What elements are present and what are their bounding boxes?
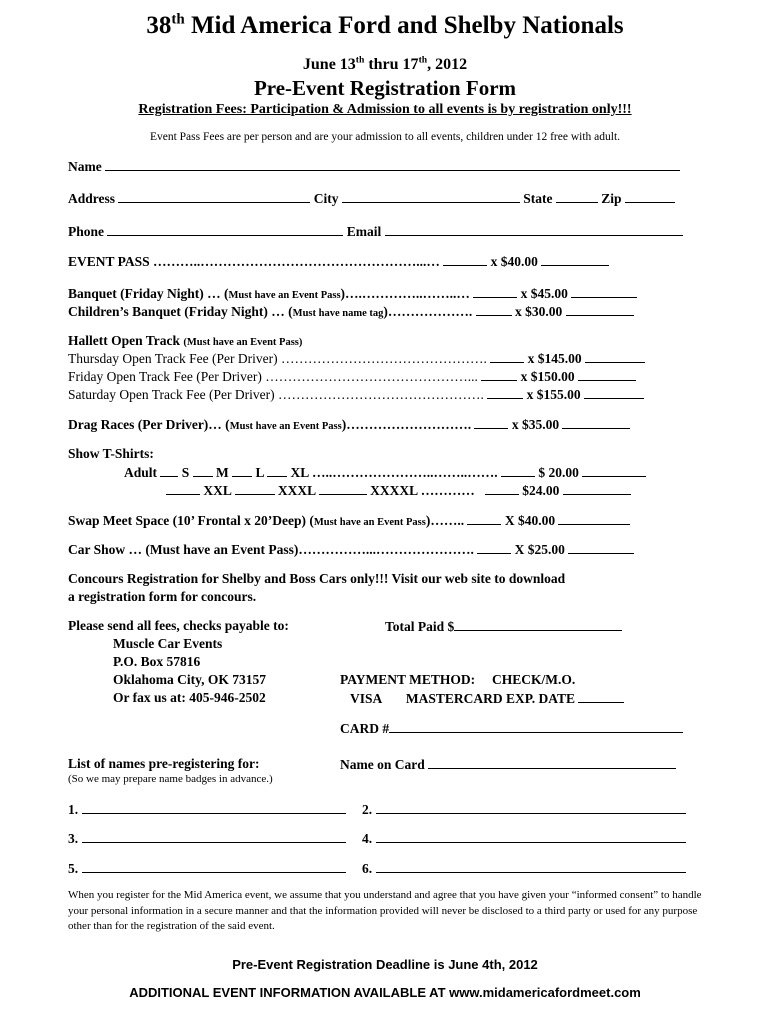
state-label: State — [523, 191, 553, 206]
company-name: Muscle Car Events — [113, 636, 223, 651]
attendee-6-row: 6. — [362, 860, 686, 877]
attendee-2-row: 2. — [362, 801, 686, 818]
attendee-5-field[interactable] — [82, 860, 346, 873]
card-number-row: CARD # — [340, 720, 683, 737]
friday-track-row: Friday Open Track Fee (Per Driver) ………………………………………... x $150.00 — [68, 368, 636, 385]
attendee-4-field[interactable] — [376, 830, 686, 843]
child-banquet-qty[interactable] — [476, 303, 512, 316]
drag-total[interactable] — [562, 416, 630, 429]
email-field[interactable] — [385, 223, 683, 236]
saturday-track-row: Saturday Open Track Fee (Per Driver) ………………………………………. x $155.00 — [68, 386, 644, 403]
send-fees-label: Please send all fees, checks payable to: — [68, 618, 289, 633]
visa-option[interactable]: VISA — [350, 691, 383, 706]
size-s-blank[interactable] — [160, 464, 178, 477]
child-banquet-row: Children’s Banquet (Friday Night) … (Must have name tag)………………. x $30.00 — [68, 303, 634, 320]
form-title: Pre-Event Registration Form — [253, 76, 517, 100]
po-box: P.O. Box 57816 — [113, 654, 201, 669]
address-field[interactable] — [118, 190, 310, 203]
banquet-qty[interactable] — [473, 285, 517, 298]
card-number-field[interactable] — [389, 720, 683, 733]
deadline-notice: Pre-Event Registration Deadline is June 4th, 2012 — [232, 957, 538, 972]
event-pass-total[interactable] — [541, 253, 609, 266]
mail-city: Oklahoma City, OK 73157 — [113, 672, 267, 687]
zip-field[interactable] — [625, 190, 675, 203]
xxl-total[interactable] — [563, 482, 631, 495]
xxl-qty[interactable] — [485, 482, 519, 495]
name-row — [68, 158, 680, 175]
swap-qty[interactable] — [467, 512, 501, 525]
size-xxxl-blank[interactable] — [235, 482, 275, 495]
page-title: 38th Mid America Ford and Shelby Nationals — [146, 11, 624, 39]
saturday-qty[interactable] — [487, 386, 523, 399]
swap-meet-row: Swap Meet Space (10’ Frontal x 20’Deep) (Must have an Event Pass)…….. X $40.00 — [68, 512, 630, 529]
size-l-blank[interactable] — [232, 464, 252, 477]
size-xl-blank[interactable] — [267, 464, 287, 477]
zip-label: Zip — [601, 191, 622, 206]
swap-total[interactable] — [558, 512, 630, 525]
attendee-1-row: 1. — [68, 801, 346, 818]
address-label: Address — [68, 191, 116, 206]
car-show-row: Car Show … (Must have an Event Pass)……………...…………………. X $25.00 — [68, 541, 634, 558]
fax-number: Or fax us at: 405-946-2502 — [113, 690, 266, 705]
drag-races-row: Drag Races (Per Driver)… (Must have an Event Pass)………………………. x $35.00 — [68, 416, 630, 433]
tshirts-header: Show T-Shirts: — [68, 446, 154, 461]
size-xxl-blank[interactable] — [166, 482, 200, 495]
carshow-qty[interactable] — [477, 541, 511, 554]
event-pass-row — [68, 253, 609, 270]
friday-total[interactable] — [578, 368, 636, 381]
name-on-card-row: Name on Card — [340, 756, 676, 773]
name-field[interactable] — [105, 158, 680, 171]
hallett-header: Hallett Open Track (Must have an Event Pass) — [68, 333, 303, 348]
size-m-blank[interactable] — [193, 464, 213, 477]
city-field[interactable] — [342, 190, 520, 203]
phone-label: Phone — [68, 224, 105, 239]
event-pass-price: x $40.00 — [490, 254, 538, 269]
concours-line-2: a registration form for concours. — [68, 589, 257, 604]
child-banquet-price: x $30.00 — [514, 304, 563, 319]
adult-qty[interactable] — [501, 464, 535, 477]
name-on-card-field[interactable] — [428, 756, 676, 769]
card-type-row — [350, 690, 624, 707]
check-option[interactable]: CHECK/M.O. — [492, 672, 576, 687]
attendee-3-field[interactable] — [82, 830, 346, 843]
event-pass-label: EVENT PASS ………..…………………………………………...… — [68, 254, 440, 269]
banquet-price: x $45.00 — [520, 286, 568, 301]
email-label: Email — [346, 224, 382, 239]
adult-sizes-row: Adult S M L XL …..…………………..……..……. $ 20.00 — [124, 464, 646, 481]
additional-info: ADDITIONAL EVENT INFORMATION AVAILABLE AT www.midamericafordmeet.com — [129, 985, 641, 1000]
phone-row — [68, 223, 683, 240]
attendee-6-field[interactable] — [376, 860, 686, 873]
friday-qty[interactable] — [481, 368, 517, 381]
banquet-total[interactable] — [571, 285, 637, 298]
city-label: City — [313, 191, 339, 206]
thursday-total[interactable] — [585, 350, 645, 363]
mastercard-option[interactable]: MASTERCARD EXP. DATE — [405, 691, 576, 706]
payment-method-row: PAYMENT METHOD: CHECK/M.O. — [340, 672, 576, 687]
carshow-total[interactable] — [568, 541, 634, 554]
saturday-total[interactable] — [584, 386, 644, 399]
concours-line-1: Concours Registration for Shelby and Boss Cars only!!! Visit our web site to download — [68, 571, 566, 586]
thursday-track-row: Thursday Open Track Fee (Per Driver) ………………………………………. x $145.00 — [68, 350, 645, 367]
address-row — [68, 190, 675, 207]
attendee-5-row: 5. — [68, 860, 346, 877]
event-dates: June 13th thru 17th, 2012 — [302, 54, 468, 73]
drag-qty[interactable] — [474, 416, 508, 429]
phone-field[interactable] — [107, 223, 343, 236]
attendee-1-field[interactable] — [82, 801, 346, 814]
event-pass-qty[interactable] — [443, 253, 487, 266]
banquet-row: Banquet (Friday Night) … (Must have an Event Pass)….…………..……..… x $45.00 — [68, 285, 637, 302]
adult-total[interactable] — [582, 464, 646, 477]
pass-note: Event Pass Fees are per person and are your admission to all events, children under 12 free with adult. — [149, 131, 621, 143]
attendee-3-row: 3. — [68, 830, 346, 847]
total-paid-row: Total Paid $ — [385, 618, 622, 635]
state-field[interactable] — [556, 190, 598, 203]
total-paid-field[interactable] — [454, 618, 622, 631]
child-banquet-total[interactable] — [566, 303, 634, 316]
name-label: Name — [68, 159, 102, 174]
fees-notice: Registration Fees: Participation & Admission to all events is by registration only!!! — [138, 102, 632, 117]
exp-date-field[interactable] — [578, 690, 624, 703]
size-xxxxl-blank[interactable] — [319, 482, 367, 495]
attendee-4-row: 4. — [362, 830, 686, 847]
xxl-sizes-row: XXL XXXL XXXXL ………… $24.00 — [166, 482, 631, 499]
attendee-2-field[interactable] — [376, 801, 686, 814]
names-note: (So we may prepare name badges in advance.) — [68, 773, 273, 785]
consent-disclaimer: When you register for the Mid America event, we assume that you understand and agree that you have given your “informed consent” to handle your personal information in a secure manner and that the information provided will never be disclosed to a third party or used for any purpose other than for the registration of the said event. — [68, 889, 702, 932]
names-title: List of names pre-registering for: — [68, 756, 260, 771]
thursday-qty[interactable] — [490, 350, 524, 363]
